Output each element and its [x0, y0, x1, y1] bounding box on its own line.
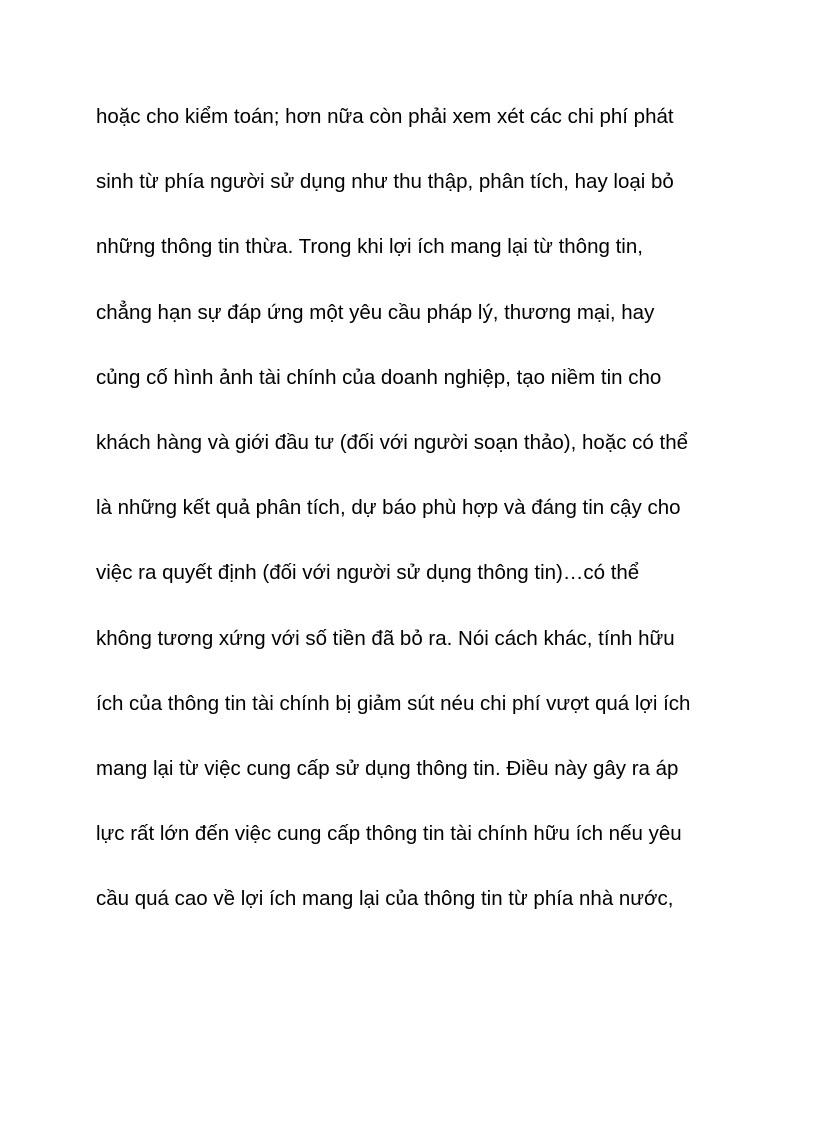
text-line: việc ra quyết định (đối với người sử dụng thông tin)…có thể — [96, 561, 640, 585]
text-line: ích của thông tin tài chính bị giảm sút néu chi phí vượt quá lợi ích — [96, 691, 691, 715]
text-line: khách hàng và giới đầu tư (đối với người soạn thảo), hoặc có thể — [96, 430, 689, 454]
text-line: lực rất lớn đến việc cung cấp thông tin tài chính hữu ích nếu yêu — [96, 822, 682, 846]
text-line: là những kết quả phân tích, dự báo phù hợp và đáng tin cậy cho — [96, 496, 681, 520]
text-line: chẳng hạn sự đáp ứng một yêu cầu pháp lý, thương mại, hay — [96, 300, 655, 324]
text-line: củng cố hình ảnh tài chính của doanh nghiệp, tạo niềm tin cho — [96, 365, 662, 389]
text-line: những thông tin thừa. Trong khi lợi ích mang lại từ thông tin, — [96, 235, 643, 259]
text-line: sinh từ phía người sử dụng như thu thập, phân tích, hay loại bỏ — [96, 170, 674, 194]
body-paragraph — [96, 100, 736, 947]
text-line: cầu quá cao về lợi ích mang lại của thông tin từ phía nhà nước, — [96, 887, 674, 911]
text-line: không tương xứng với số tiền đã bỏ ra. Nói cách khác, tính hữu — [96, 626, 675, 650]
text-line: hoặc cho kiểm toán; hơn nữa còn phải xem xét các chi phí phát — [96, 105, 674, 128]
text-line: mang lại từ việc cung cấp sử dụng thông tin. Điều này gây ra áp — [96, 756, 679, 780]
